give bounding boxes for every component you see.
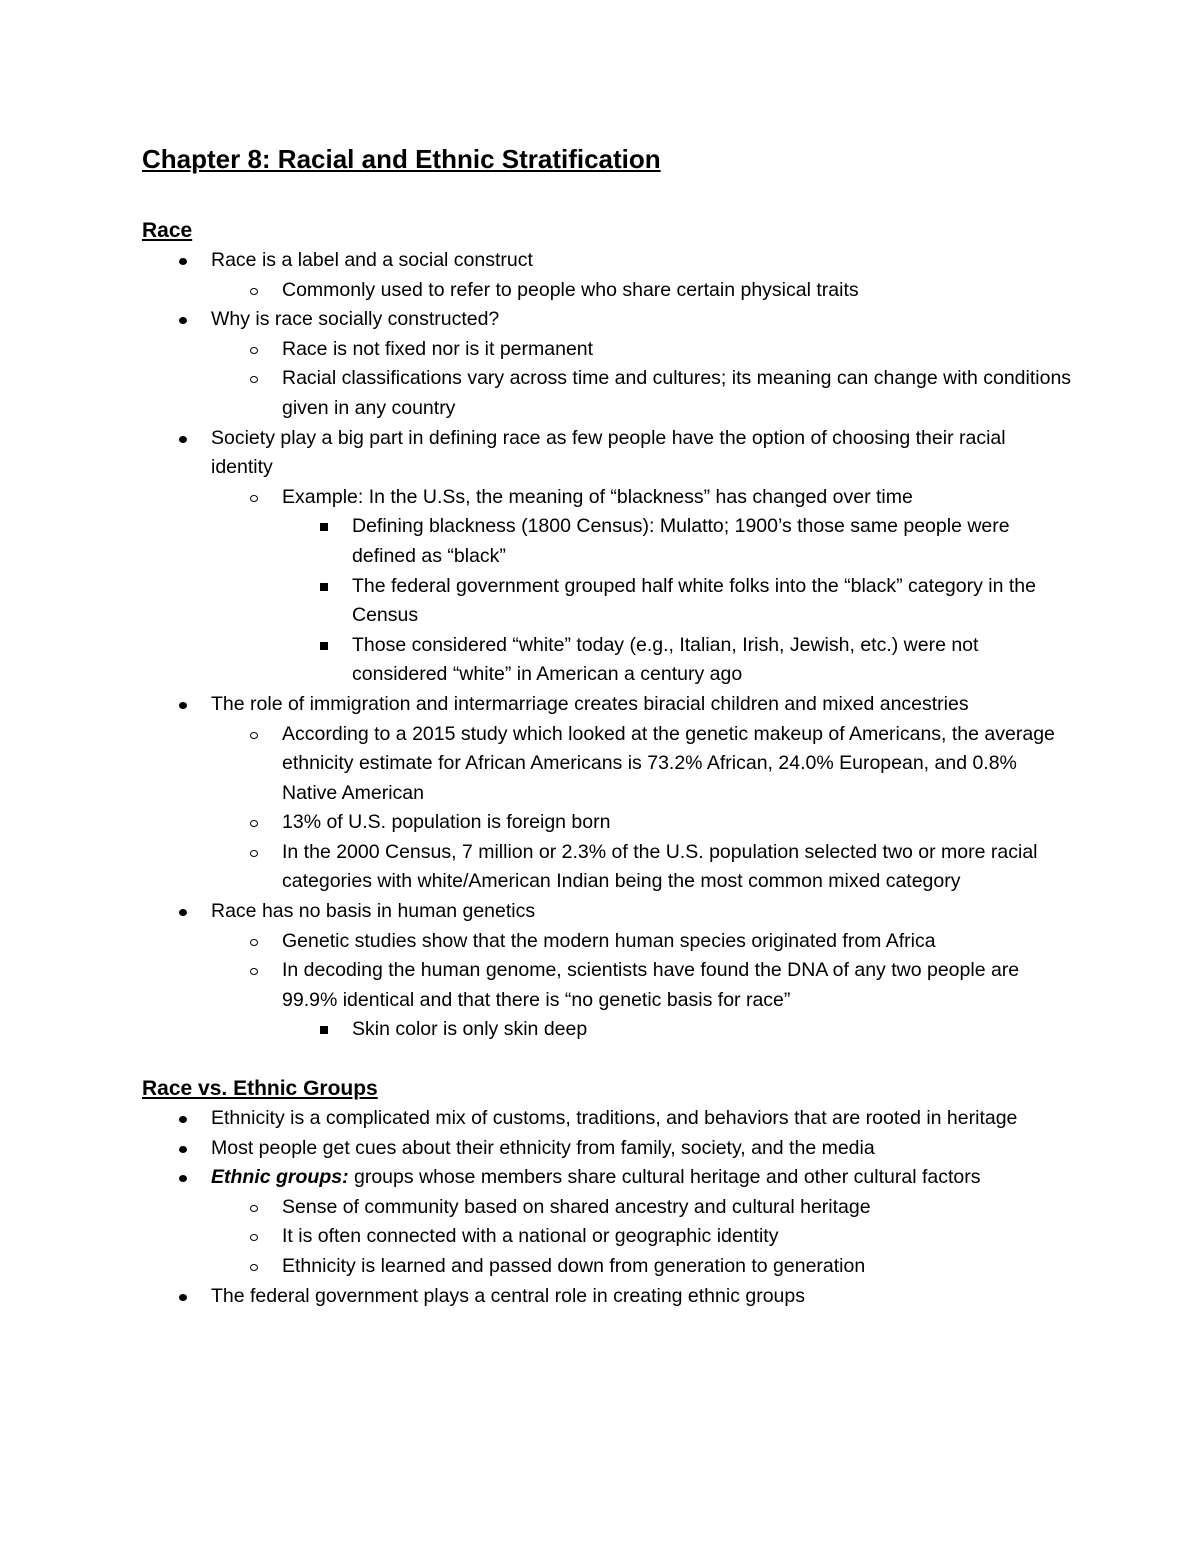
list-item-text: Defining blackness (1800 Census): Mulatto; 1900’s those same people were defined as “black” [352, 515, 1010, 567]
list-item-text: The role of immigration and intermarriage creates biracial children and mixed ancestries [211, 692, 969, 715]
filled-circle-bullet-icon [179, 1294, 187, 1301]
list-item-text: 13% of U.S. population is foreign born [282, 811, 611, 834]
list-item-level-2 [142, 335, 1072, 365]
list-item-level-1 [142, 1134, 1072, 1164]
document-page [142, 138, 1072, 1311]
filled-circle-bullet-icon [179, 1175, 187, 1182]
list-item-level-1 [142, 690, 1072, 720]
list-item-level-1 [142, 246, 1072, 276]
list-item-text: Race is not fixed nor is it permanent [282, 337, 594, 360]
list-item-text: Racial classifications vary across time and cultures; its meaning can change with conditions given in any country [282, 367, 1072, 419]
list-item-text: The federal government grouped half white folks into the “black” category in the Census [352, 574, 1036, 627]
list-item-text: Sense of community based on shared ancestry and cultural heritage [282, 1195, 871, 1218]
filled-square-bullet-icon [320, 642, 328, 650]
list-item-level-2 [142, 483, 1072, 513]
list-item-level-2 [142, 1193, 1072, 1223]
hollow-circle-bullet-icon [250, 1264, 258, 1271]
list-item-text: Race has no basis in human genetics [211, 900, 536, 923]
section-heading: Race vs. Ethnic Groups [142, 1077, 378, 1101]
list-item-level-1 [142, 1104, 1072, 1134]
hollow-circle-bullet-icon [250, 820, 258, 827]
list-item-level-2 [142, 956, 1072, 1015]
list-item-level-2 [142, 838, 1072, 897]
list-item-level-1 [142, 305, 1072, 335]
hollow-circle-bullet-icon [250, 1205, 258, 1212]
filled-square-bullet-icon [320, 1026, 328, 1034]
list-item-level-3 [142, 1015, 1072, 1045]
list-item-text: It is often connected with a national or geographic identity [282, 1225, 779, 1248]
hollow-circle-bullet-icon [250, 939, 258, 946]
filled-circle-bullet-icon [179, 1146, 187, 1153]
list-item-level-1 [142, 424, 1072, 483]
filled-square-bullet-icon [320, 583, 328, 591]
section-heading: Race [142, 219, 193, 242]
filled-square-bullet-icon [320, 523, 328, 531]
term-label: Ethnic groups: [211, 1166, 349, 1189]
list-item-text: Why is race socially constructed? [211, 308, 500, 331]
filled-circle-bullet-icon [179, 909, 187, 916]
hollow-circle-bullet-icon [250, 288, 258, 295]
list-item-level-3 [142, 572, 1072, 631]
filled-circle-bullet-icon [179, 436, 187, 443]
list-item-level-2 [142, 720, 1072, 809]
list-item-level-3 [142, 631, 1072, 690]
filled-circle-bullet-icon [179, 317, 187, 324]
page-title: Chapter 8: Racial and Ethnic Stratification [142, 144, 661, 174]
list-item-level-1 [142, 897, 1072, 927]
list-item-text: Most people get cues about their ethnicity from family, society, and the media [211, 1136, 875, 1159]
filled-circle-bullet-icon [179, 1116, 187, 1123]
list-item-level-3 [142, 512, 1072, 571]
list-item-text: In decoding the human genome, scientists have found the DNA of any two people are 99.9% identical and that there is “no genetic basis for race” [282, 959, 1020, 1011]
list-item-level-2 [142, 364, 1072, 423]
list-item-level-1 [142, 1163, 1072, 1193]
list-item-text: Example: In the U.Ss, the meaning of “blackness” has changed over time [282, 485, 913, 508]
list-item-text: Skin color is only skin deep [352, 1018, 588, 1041]
hollow-circle-bullet-icon [250, 1234, 258, 1241]
list-item-text: Those considered “white” today (e.g., Italian, Irish, Jewish, etc.) were not considered “white” in American a century ago [352, 633, 979, 686]
list-item-text: The federal government plays a central role in creating ethnic groups [211, 1284, 805, 1307]
list-item-text: groups whose members share cultural heritage and other cultural factors [348, 1166, 981, 1189]
list-item-level-2 [142, 808, 1072, 838]
list-item-level-2 [142, 1222, 1072, 1252]
list-item-text: Race is a label and a social construct [211, 249, 533, 271]
hollow-circle-bullet-icon [250, 850, 258, 857]
bullet-list [142, 246, 1072, 1045]
list-item-text: Commonly used to refer to people who share certain physical traits [282, 278, 859, 301]
list-item-text: Society play a big part in defining race as few people have the option of choosing their racial identity [211, 426, 1006, 479]
filled-circle-bullet-icon [179, 702, 187, 709]
hollow-circle-bullet-icon [250, 376, 258, 383]
list-item-text: Genetic studies show that the modern human species originated from Africa [282, 929, 936, 952]
list-item-text: According to a 2015 study which looked at the genetic makeup of Americans, the average ethnicity estimate for African Americans is 73.2% African, 24.0% European, and 0.8% Native American [282, 722, 1055, 804]
list-item-text: Ethnicity is learned and passed down from generation to generation [282, 1255, 866, 1277]
hollow-circle-bullet-icon [250, 732, 258, 739]
filled-circle-bullet-icon [179, 258, 187, 265]
document-body [142, 216, 1072, 1311]
list-item-text: Ethnicity is a complicated mix of customs, traditions, and behaviors that are rooted in heritage [211, 1107, 1018, 1130]
list-item-level-2 [142, 1252, 1072, 1282]
hollow-circle-bullet-icon [250, 968, 258, 975]
list-item-level-2 [142, 276, 1072, 306]
list-item-text: In the 2000 Census, 7 million or 2.3% of the U.S. population selected two or more racial categories with white/American Indian being the most common mixed category [282, 840, 1038, 893]
bullet-list [142, 1104, 1072, 1311]
hollow-circle-bullet-icon [250, 495, 258, 502]
list-item-level-2 [142, 927, 1072, 957]
hollow-circle-bullet-icon [250, 347, 258, 354]
list-item-level-1 [142, 1282, 1072, 1312]
